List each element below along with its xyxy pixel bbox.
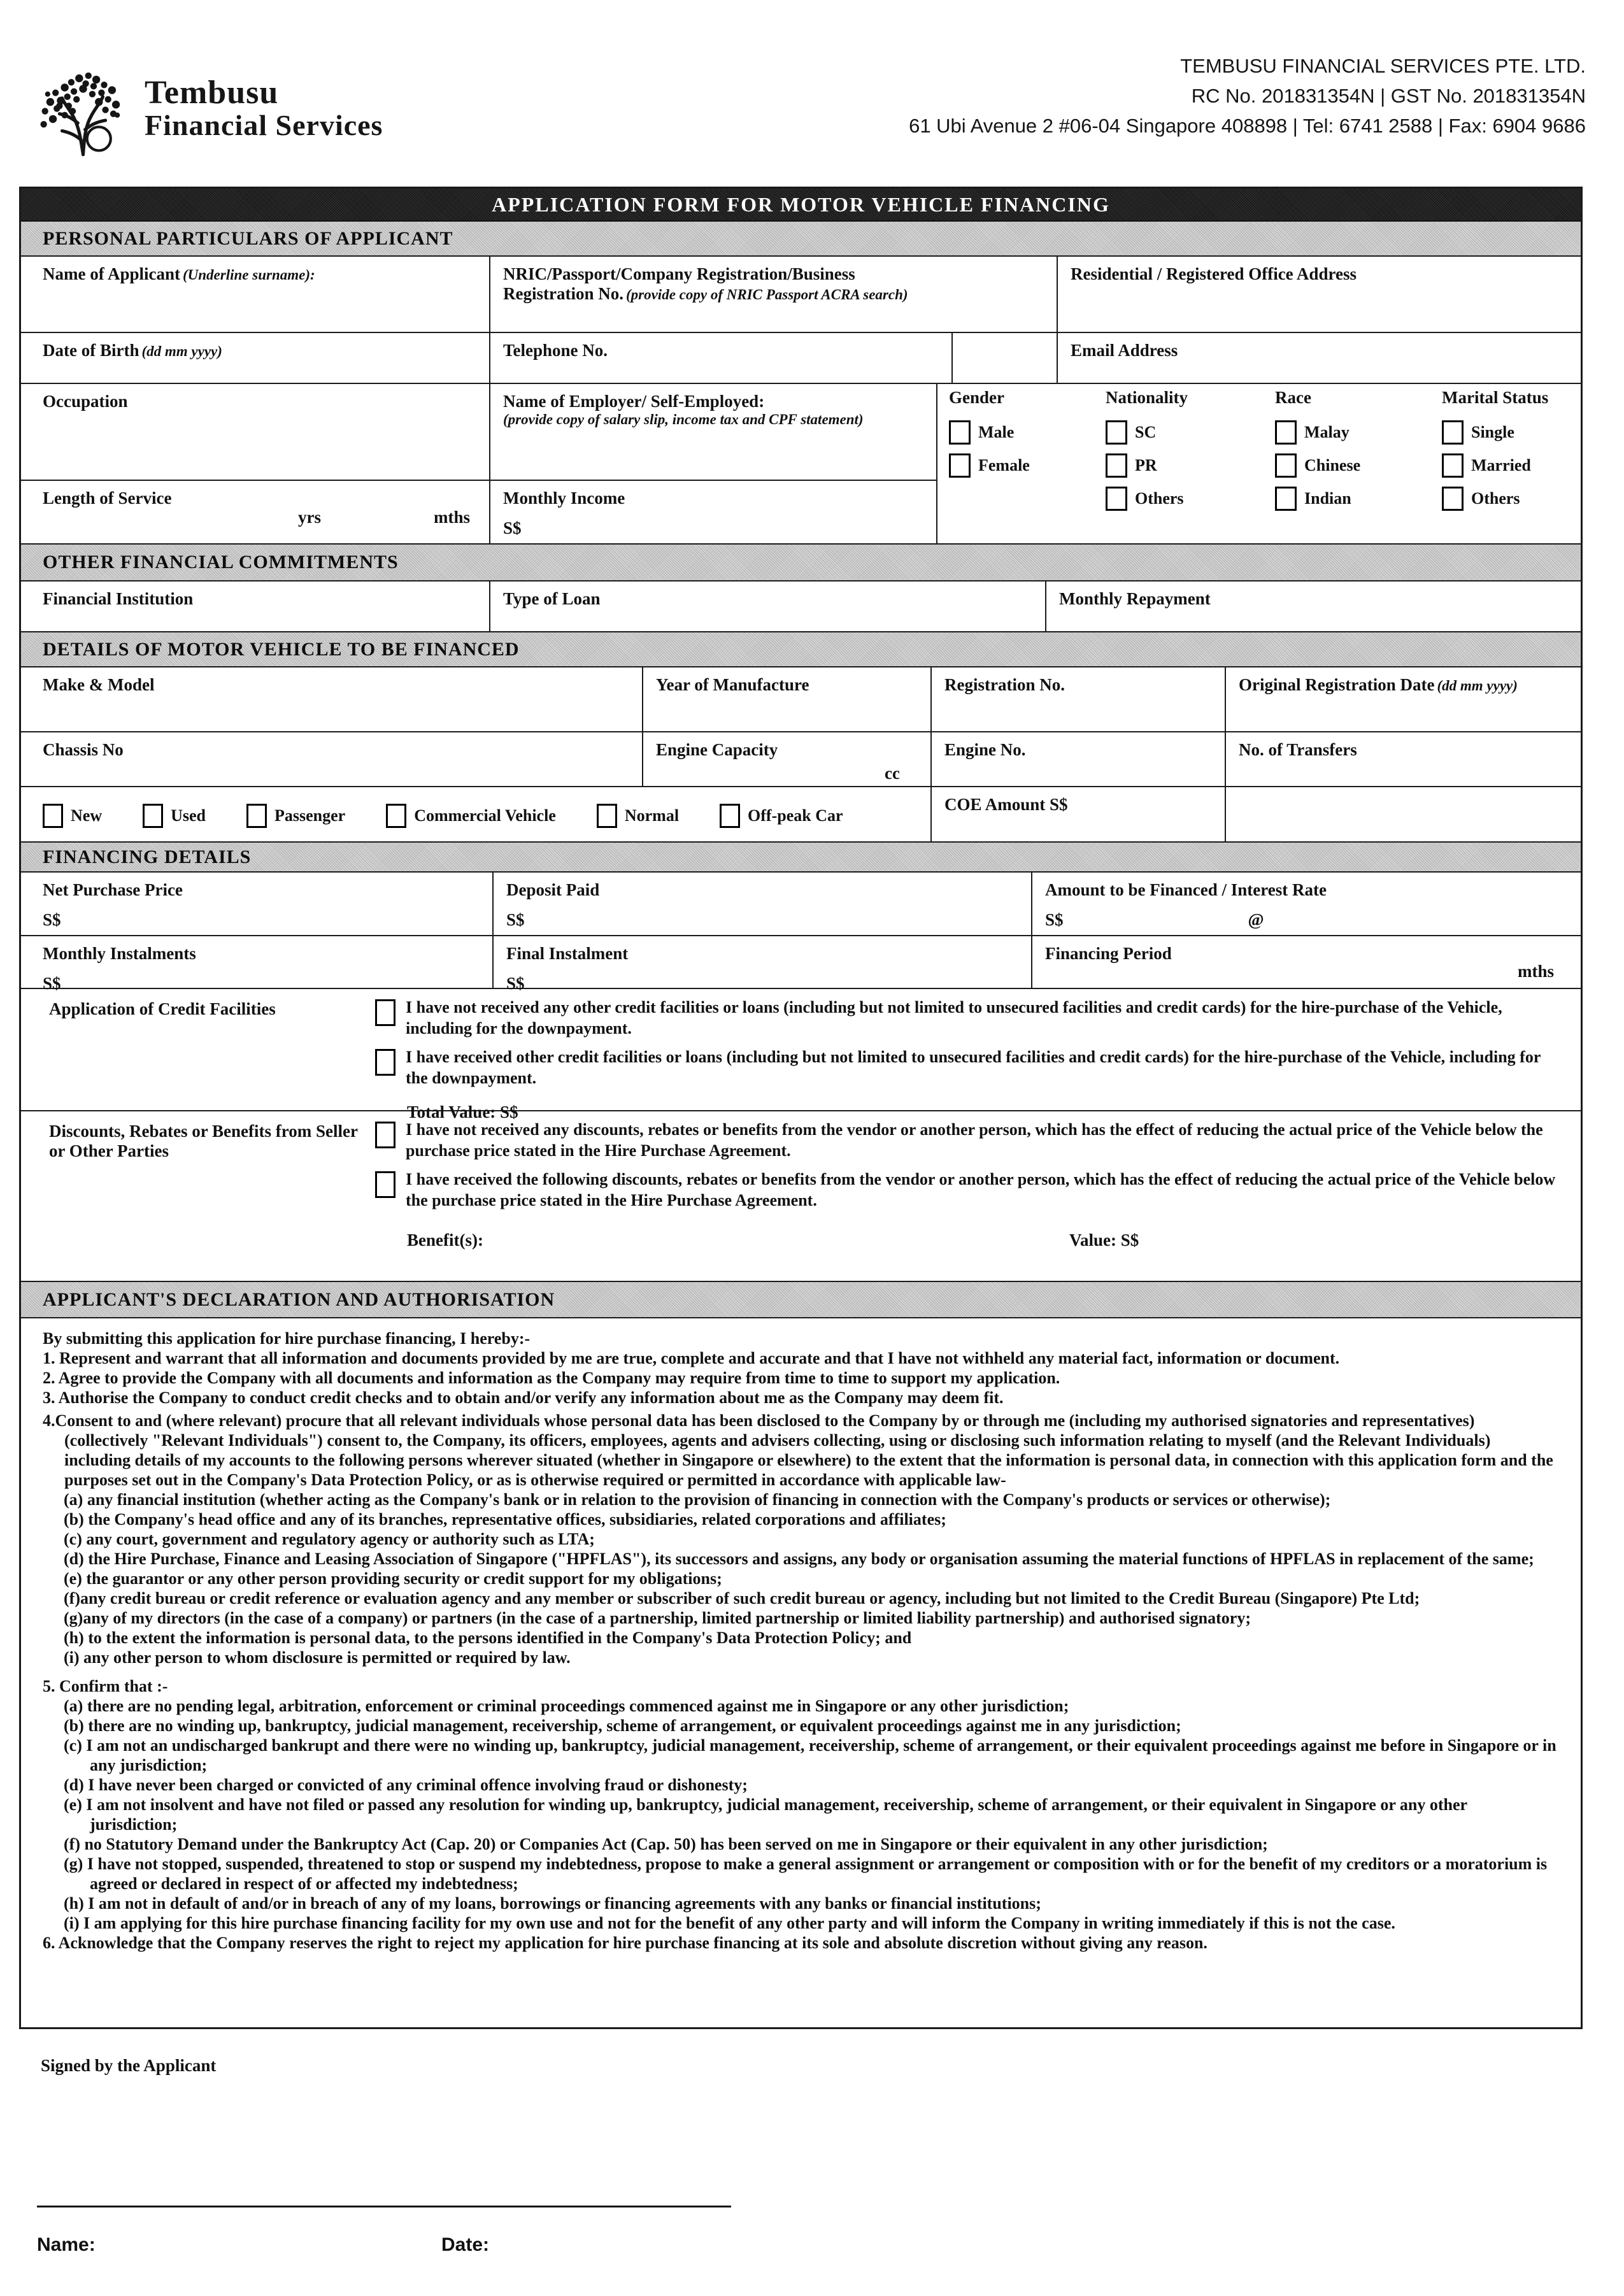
form-title: APPLICATION FORM FOR MOTOR VEHICLE FINANCING	[492, 193, 1110, 216]
checkbox-icon[interactable]	[1106, 487, 1127, 511]
employer-label: Name of Employer/ Self-Employed:	[503, 392, 765, 411]
employer-note: (provide copy of salary slip, income tax and CPF statement)	[503, 411, 864, 427]
date-of-birth-note: (dd mm yyyy)	[141, 343, 222, 359]
application-form-table	[19, 187, 1583, 2029]
discounts-option-received[interactable]: I have received the following discounts, rebates or benefits from the vendor or another person, which has the effect of reducing the actual price of the Vehicle below the purchase price stated in the Hire Purchase Agreement.	[375, 1169, 1562, 1211]
chassis-no-label: Chassis No	[43, 740, 124, 759]
row-occupation-demographics	[21, 384, 1581, 545]
row-vehicle-type-coe	[21, 787, 1581, 843]
row-financial-commitments	[21, 581, 1581, 632]
gender-group	[949, 388, 1106, 543]
row-dob-phone-email	[21, 333, 1581, 384]
marital-status-label: Marital Status	[1442, 388, 1549, 407]
credit-facilities-label: Application of Credit Facilities	[49, 999, 276, 1018]
telephone-field[interactable]	[490, 333, 953, 383]
engine-capacity-label: Engine Capacity	[656, 740, 778, 759]
monthly-income-field[interactable]	[490, 481, 936, 543]
financing-period-field[interactable]	[1032, 936, 1581, 988]
declaration-item: 6. Acknowledge that the Company reserves the right to reject my application for hire purchase financing at its sole and absolute discretion without giving any reason.	[43, 1934, 1207, 1952]
service-years-unit: yrs	[298, 508, 321, 527]
declaration-subitem: (c) any court, government and regulatory agency or authority such as LTA;	[64, 1530, 595, 1548]
applicant-name-label: Name of Applicant	[43, 264, 180, 283]
applicant-name-field[interactable]	[21, 257, 490, 332]
net-purchase-price-field[interactable]	[21, 873, 494, 935]
email-label: Email Address	[1071, 341, 1178, 360]
monthly-repayment-label: Monthly Repayment	[1059, 589, 1211, 608]
email-field[interactable]	[1058, 333, 1581, 383]
final-instalment-field[interactable]	[494, 936, 1032, 993]
monthly-instalments-label: Monthly Instalments	[43, 944, 196, 963]
marital-option-single[interactable]: Single	[1442, 420, 1581, 445]
occupation-employment-block	[21, 384, 936, 543]
gender-option-female[interactable]: Female	[949, 453, 1106, 478]
no-of-transfers-label: No. of Transfers	[1239, 740, 1357, 759]
engine-capacity-field[interactable]	[643, 732, 932, 786]
declaration-subitem: (d) I have never been charged or convicted of any criminal offence involving fraud or dishonesty;	[64, 1776, 748, 1794]
marital-status-group	[1442, 388, 1581, 543]
declaration-subitem: (i) I am applying for this hire purchase financing facility for my own use and not for the benefit of any other party and will inform the Company in writing immediately if this is not the case.	[64, 1914, 1395, 1932]
benefits-value-line	[407, 1230, 1562, 1272]
declaration-subitem: (c) I am not an undischarged bankrupt and there were no winding up, bankruptcy, judicial management, receivership, scheme of arrangement, or their equivalent proceedings against me before in Singapore or in any jurisdiction;	[64, 1736, 1556, 1774]
financial-institution-field[interactable]	[21, 581, 490, 631]
coe-amount-field[interactable]	[932, 787, 1226, 841]
declaration-item: 4.Consent to and (where relevant) procure that all relevant individuals whose personal data has been disclosed to the Company by or through me (including my authorised signatories and representatives) (collectively "Relevant Individuals") consent to, the Company, its officers, employees, agents and advisers collecting, using or disclosing such information relating to myself (and the Relevant Individuals) including details of my accounts to the following persons wherever situated (whether in Singapore or elsewhere) to the extent that the information is personal data, in connection with this application form and the purposes set out in the Company's Data Protection Policy, or as is otherwise required or permitted in accordance with applicable law-	[43, 1411, 1553, 1489]
original-registration-date-field[interactable]	[1226, 667, 1581, 731]
declaration-item: 2. Agree to provide the Company with all documents and information as the Company may require from time to time to support my application.	[43, 1369, 1060, 1387]
engine-capacity-unit: cc	[885, 764, 900, 783]
nric-note: (provide copy of NRIC Passport ACRA search)	[625, 287, 908, 303]
race-option-malay[interactable]: Malay	[1275, 420, 1442, 445]
credit-option-received[interactable]: I have received other credit facilities or loans (including but not limited to unsecured facilities and credit cards) for the hire-purchase of the Vehicle, including for the downpayment.	[375, 1046, 1562, 1088]
marital-option-married[interactable]: Married	[1442, 453, 1581, 478]
form-title-bar	[21, 189, 1581, 222]
vehicle-type-option-offpeak[interactable]: Off-peak Car	[720, 804, 843, 828]
vehicle-type-option-used[interactable]: Used	[143, 804, 206, 828]
chassis-no-field[interactable]	[21, 732, 643, 786]
company-registration-numbers: RC No. 201831354N | GST No. 201831354N	[1191, 85, 1586, 107]
nationality-group	[1106, 388, 1275, 543]
race-option-chinese[interactable]: Chinese	[1275, 453, 1442, 478]
checkbox-icon[interactable]	[1442, 487, 1464, 511]
declaration-subitem: (h) I am not in default of and/or in breach of any of my loans, borrowings or financing agreements with any banks or financial institutions;	[64, 1894, 1041, 1913]
checkbox-icon[interactable]	[375, 1049, 395, 1076]
checkbox-icon[interactable]	[386, 804, 406, 828]
date-of-birth-label: Date of Birth	[43, 341, 139, 360]
demographics-grid	[936, 384, 1581, 543]
checkbox-icon[interactable]	[375, 1122, 395, 1148]
monthly-instalments-currency: S$	[43, 974, 61, 993]
amount-financed-label: Amount to be Financed / Interest Rate	[1045, 880, 1327, 899]
checkbox-icon[interactable]	[375, 1171, 395, 1198]
amount-financed-currency: S$	[1045, 910, 1064, 929]
original-registration-date-note: (dd mm yyyy)	[1437, 678, 1518, 694]
checkbox-icon[interactable]	[949, 420, 971, 445]
company-name: TEMBUSU FINANCIAL SERVICES PTE. LTD.	[1180, 55, 1586, 77]
financial-institution-label: Financial Institution	[43, 589, 194, 608]
engine-no-field[interactable]	[932, 732, 1226, 786]
gender-option-male[interactable]: Male	[949, 420, 1106, 445]
checkbox-icon[interactable]	[949, 453, 971, 478]
registration-no-label: Registration No.	[944, 675, 1065, 694]
year-of-manufacture-label: Year of Manufacture	[656, 675, 809, 694]
residential-address-label: Residential / Registered Office Address	[1071, 264, 1357, 283]
footer-date-field[interactable]: Date:	[441, 2234, 490, 2255]
checkbox-icon[interactable]	[597, 804, 617, 828]
original-registration-date-label: Original Registration Date	[1239, 675, 1435, 694]
nationality-label: Nationality	[1106, 388, 1188, 407]
telephone-label: Telephone No.	[503, 341, 608, 360]
discounts-label: Discounts, Rebates or Benefits from Seller or Other Parties	[49, 1122, 358, 1160]
brand-logo	[31, 62, 383, 158]
net-purchase-price-label: Net Purchase Price	[43, 880, 183, 899]
amount-financed-field[interactable]	[1032, 873, 1581, 935]
benefits-value-label[interactable]: Value: S$	[1069, 1230, 1139, 1250]
discounts-options	[375, 1111, 1581, 1281]
section-title: FINANCING DETAILS	[43, 846, 252, 867]
checkbox-icon[interactable]	[1275, 420, 1297, 445]
section-title: OTHER FINANCIAL COMMITMENTS	[43, 552, 399, 573]
vehicle-type-options	[21, 787, 932, 841]
vehicle-type-option-normal[interactable]: Normal	[597, 804, 679, 828]
vehicle-type-option-commercial[interactable]: Commercial Vehicle	[386, 804, 556, 828]
occupation-field[interactable]	[21, 384, 490, 480]
signature-line[interactable]	[37, 2206, 731, 2207]
row-make-year-registration	[21, 667, 1581, 732]
vehicle-type-option-new[interactable]: New	[43, 804, 102, 828]
section-header-personal-particulars	[21, 222, 1581, 257]
occupation-label: Occupation	[43, 392, 128, 411]
checkbox-icon[interactable]	[1442, 453, 1464, 478]
brand-name-line1: Tembusu	[145, 75, 279, 111]
declaration-intro: By submitting this application for hire purchase financing, I hereby:-	[43, 1329, 531, 1348]
declaration-subitem: (i) any other person to whom disclosure is permitted or required by law.	[64, 1648, 571, 1667]
declaration-item: 3. Authorise the Company to conduct credit checks and to obtain and/or verify any information about me as the Company may deem fit.	[43, 1388, 1004, 1407]
financing-period-unit: mths	[1517, 962, 1554, 981]
declaration-subitem: (a) any financial institution (whether acting as the Company's bank or in relation to the provision of financing in connection with the Company's products or services or otherwise);	[64, 1490, 1331, 1509]
section-header-financing-details	[21, 843, 1581, 873]
nationality-option-sc[interactable]: SC	[1106, 420, 1275, 445]
row-instalments-period	[21, 936, 1581, 993]
declaration-subitem: (g)any of my directors (in the case of a company) or partners (in the case of a partnership, limited partnership or limited liability partnership) and authorised signatory;	[64, 1609, 1251, 1627]
section-title: APPLICANT'S DECLARATION AND AUTHORISATION	[43, 1288, 555, 1310]
make-model-field[interactable]	[21, 667, 643, 731]
year-of-manufacture-field[interactable]	[643, 667, 932, 731]
credit-option-not-received[interactable]: I have not received any other credit facilities or loans (including but not limited to unsecured facilities and credit cards) for the hire-purchase of the Vehicle, including for the downpayment.	[375, 997, 1562, 1039]
checkbox-icon[interactable]	[143, 804, 163, 828]
checkbox-icon[interactable]	[1106, 453, 1127, 478]
declaration-subitem: (b) the Company's head office and any of its branches, representative offices, subsidiaries, related corporations and affiliates;	[64, 1510, 946, 1529]
nric-label-line2: Registration No.	[503, 284, 623, 303]
declaration-subitem: (e) the guarantor or any other person providing security or credit support for my obligations;	[64, 1569, 722, 1588]
race-group	[1275, 388, 1442, 543]
vehicle-type-option-passenger[interactable]: Passenger	[246, 804, 345, 828]
checkbox-icon[interactable]	[375, 999, 395, 1026]
company-address-contact: 61 Ubi Avenue 2 #06-04 Singapore 408898 | Tel: 6741 2588 | Fax: 6904 9686	[909, 115, 1586, 137]
credit-facilities-label-cell	[21, 989, 375, 1110]
monthly-income-label: Monthly Income	[503, 488, 625, 508]
declaration-subitem: (f) no Statutory Demand under the Bankruptcy Act (Cap. 20) or Companies Act (Cap. 50) has been served on me in Singapore or their equivalent in any other jurisdiction;	[64, 1835, 1268, 1853]
employer-field[interactable]	[490, 384, 936, 480]
checkbox-icon[interactable]	[1442, 420, 1464, 445]
checkbox-icon[interactable]	[1106, 420, 1127, 445]
interest-rate-at-sign: @	[1248, 910, 1264, 929]
declaration-text-block	[21, 1318, 1581, 2027]
checkbox-icon[interactable]	[1275, 487, 1297, 511]
financing-period-label: Financing Period	[1045, 944, 1172, 963]
declaration-subitem: (d) the Hire Purchase, Finance and Leasing Association of Singapore ("HPFLAS"), its successors and assigns, any body or organisation assuming the material functions of HPFLAS in replacement of the same;	[64, 1550, 1534, 1568]
credit-facilities-options	[375, 989, 1581, 1122]
section-title: PERSONAL PARTICULARS OF APPLICANT	[43, 227, 453, 249]
loan-type-field[interactable]	[490, 581, 1046, 631]
monthly-instalments-field[interactable]	[21, 936, 494, 993]
brand-name-line2: Financial Services	[145, 109, 383, 141]
checkbox-icon[interactable]	[246, 804, 267, 828]
row-discounts-rebates	[21, 1111, 1581, 1282]
length-of-service-field[interactable]	[21, 481, 490, 543]
spacer-cell	[953, 333, 1058, 383]
declaration-subitem: (g) I have not stopped, suspended, threatened to stop or suspend my indebtedness, propose to make a general assignment or arrangement or composition with or for the benefit of my creditors or a moratorium is agreed or declared in respect of or affected my indebtedness;	[64, 1855, 1548, 1893]
section-header-declaration	[21, 1282, 1581, 1318]
discounts-option-not-received[interactable]: I have not received any discounts, rebates or benefits from the vendor or another person, which has the effect of reducing the actual price of the Vehicle below the purchase price stated in the Hire Purchase Agreement.	[375, 1119, 1562, 1161]
footer-name-field[interactable]: Name:	[37, 2234, 96, 2255]
declaration-item: 5. Confirm that :-	[43, 1677, 168, 1695]
row-credit-facilities	[21, 989, 1581, 1122]
service-months-unit: mths	[434, 508, 471, 527]
section-title: DETAILS OF MOTOR VEHICLE TO BE FINANCED	[43, 638, 520, 660]
credit-total-value-label: Total Value: S$	[407, 1102, 518, 1122]
make-model-label: Make & Model	[43, 675, 155, 694]
registration-no-field[interactable]	[932, 667, 1226, 731]
monthly-income-currency: S$	[503, 518, 522, 538]
net-purchase-price-currency: S$	[43, 910, 61, 929]
deposit-paid-label: Deposit Paid	[506, 880, 600, 899]
engine-no-label: Engine No.	[944, 740, 1026, 759]
empty-cell	[1226, 787, 1581, 841]
marital-option-others[interactable]: Others	[1442, 487, 1581, 511]
gender-label: Gender	[949, 388, 1004, 407]
deposit-paid-currency: S$	[506, 910, 525, 929]
loan-type-label: Type of Loan	[503, 589, 601, 608]
benefits-label[interactable]: Benefit(s):	[407, 1230, 483, 1250]
row-name-nric-address	[21, 257, 1581, 333]
nric-label-line1: NRIC/Passport/Company Registration/Business	[503, 264, 855, 283]
deposit-paid-field[interactable]	[494, 873, 1032, 935]
declaration-subitem: (f)any credit bureau or credit reference or evaluation agency and any member or subscriber of such credit bureau or agency, including but not limited to the Credit Bureau (Singapore) Pte Ltd;	[64, 1589, 1420, 1608]
declaration-subitem: (b) there are no winding up, bankruptcy, judicial management, receivership, scheme of arrangement, or equivalent proceedings against me in any jurisdiction;	[64, 1716, 1181, 1735]
final-instalment-currency: S$	[506, 974, 525, 993]
checkbox-icon[interactable]	[720, 804, 740, 828]
section-header-other-financial-commitments	[21, 545, 1581, 581]
row-chassis-engine	[21, 732, 1581, 787]
declaration-subitem: (h) to the extent the information is personal data, to the persons identified in the Company's Data Protection Policy; and	[64, 1629, 912, 1647]
tembusu-tree-icon	[31, 62, 136, 158]
signed-by-applicant-label: Signed by the Applicant	[41, 2056, 217, 2075]
section-header-vehicle-details	[21, 632, 1581, 667]
declaration-subitem: (e) I am not insolvent and have not filed or passed any resolution for winding up, bankruptcy, judicial management, receivership, scheme of arrangement, or their equivalent in Singapore or any other jurisdiction;	[64, 1795, 1467, 1834]
checkbox-icon[interactable]	[43, 804, 63, 828]
brand-wordmark	[145, 76, 383, 141]
declaration-item: 1. Represent and warrant that all information and documents provided by me are true, complete and accurate and that I have not withheld any material fact, information or document.	[43, 1349, 1340, 1367]
no-of-transfers-field[interactable]	[1226, 732, 1581, 786]
declaration-subitem: (a) there are no pending legal, arbitration, enforcement or criminal proceedings commenced against me in Singapore or any other jurisdiction;	[64, 1697, 1069, 1715]
race-label: Race	[1275, 388, 1311, 407]
discounts-label-cell	[21, 1111, 375, 1281]
company-info-block	[909, 51, 1586, 141]
residential-address-field[interactable]	[1058, 257, 1581, 332]
coe-amount-label: COE Amount S$	[944, 795, 1068, 814]
monthly-repayment-field[interactable]	[1046, 581, 1581, 631]
applicant-name-note: (Underline surname):	[183, 267, 315, 283]
date-of-birth-field[interactable]	[21, 333, 490, 383]
race-option-indian[interactable]: Indian	[1275, 487, 1442, 511]
nationality-option-others[interactable]: Others	[1106, 487, 1275, 511]
nationality-option-pr[interactable]: PR	[1106, 453, 1275, 478]
row-price-deposit-amount	[21, 873, 1581, 936]
checkbox-icon[interactable]	[1275, 453, 1297, 478]
final-instalment-label: Final Instalment	[506, 944, 629, 963]
length-of-service-label: Length of Service	[43, 488, 172, 508]
nric-registration-field[interactable]	[490, 257, 1058, 332]
